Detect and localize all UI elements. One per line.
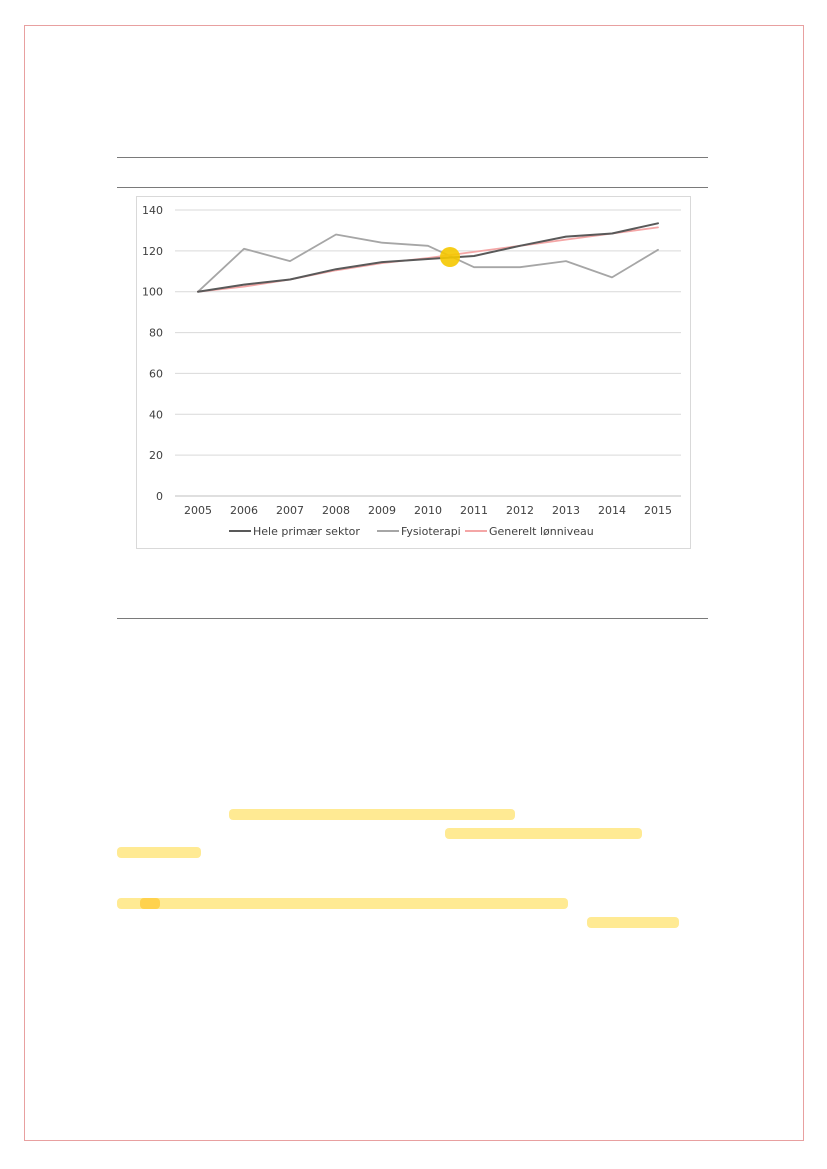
x-tick-label: 2010: [414, 504, 442, 517]
highlight-line-1: [229, 809, 515, 820]
x-tick-label: 2015: [644, 504, 672, 517]
legend-label-2: Fysioterapi: [401, 525, 461, 538]
page-frame: [24, 25, 804, 1141]
x-tick-label: 2009: [368, 504, 396, 517]
highlight-line-4: [117, 898, 568, 909]
x-tick-label: 2012: [506, 504, 534, 517]
y-tick-label: 120: [142, 244, 163, 258]
y-tick-label: 100: [142, 285, 163, 299]
bottom-rule: [117, 618, 708, 619]
x-tick-label: 2014: [598, 504, 626, 517]
top-rule: [117, 157, 708, 158]
x-tick-label: 2008: [322, 504, 350, 517]
highlight-line-5: [587, 917, 679, 928]
legend: [229, 525, 594, 538]
y-tick-label: 40: [149, 408, 163, 422]
header-rule: [117, 187, 708, 188]
y-tick-label: 20: [149, 449, 163, 463]
y-tick-label: 0: [156, 490, 163, 503]
grid-layer: [175, 210, 681, 496]
legend-label-1: Hele primær sektor: [253, 525, 360, 538]
highlight-cursor: [140, 898, 160, 909]
legend-label-3: Generelt lønniveau: [489, 525, 594, 538]
x-tick-label: 2005: [184, 504, 212, 517]
series-layer: [198, 223, 658, 291]
x-tick-label: 2011: [460, 504, 488, 517]
chart-container: [136, 196, 691, 549]
y-tick-label: 80: [149, 326, 163, 340]
y-axis-ticks: [142, 204, 163, 503]
line-chart: [137, 197, 690, 548]
x-tick-label: 2007: [276, 504, 304, 517]
y-tick-label: 140: [142, 204, 163, 217]
highlight-line-3: [117, 847, 201, 858]
x-tick-label: 2006: [230, 504, 258, 517]
highlight-line-2: [445, 828, 642, 839]
cursor-marker: [440, 247, 460, 267]
x-axis-ticks: [184, 504, 672, 517]
y-tick-label: 60: [149, 367, 163, 381]
x-tick-label: 2013: [552, 504, 580, 517]
